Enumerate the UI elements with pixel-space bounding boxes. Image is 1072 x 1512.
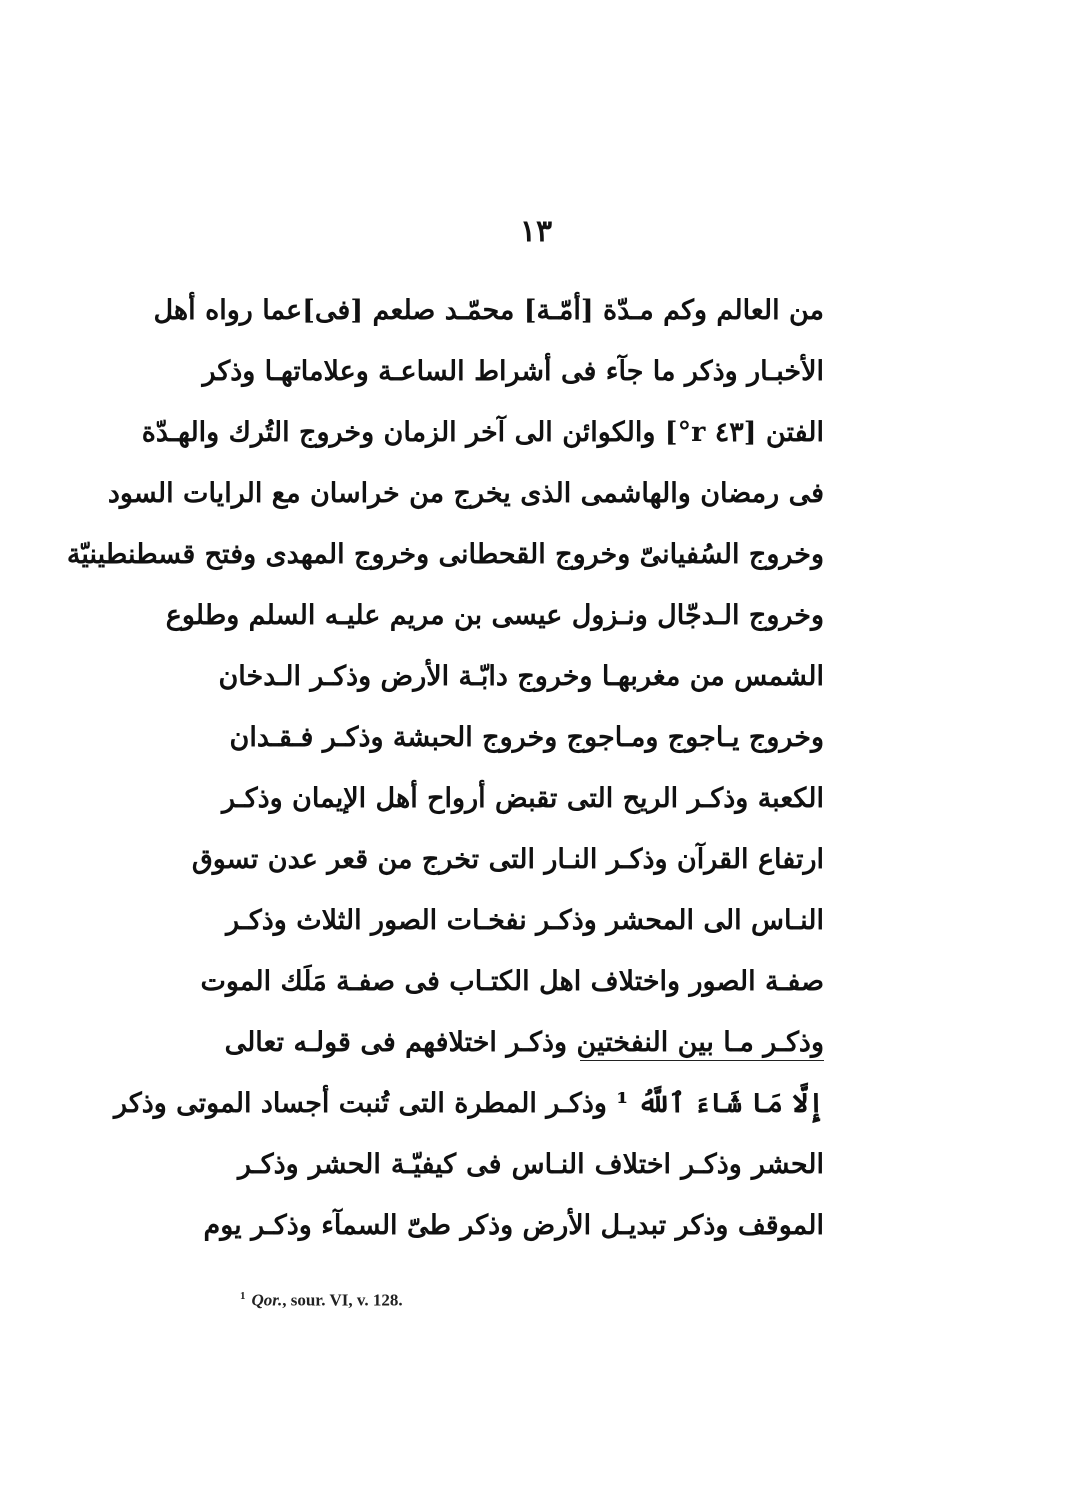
text-line: الحشر وذكـر اختلاف النـاس فى كيفيّـة الحشر وذكـر xyxy=(238,1149,824,1180)
text-line: ارتفاع القرآن وذكـر النـار التى تخرج من قعر عدن تسوق xyxy=(191,844,824,875)
text-line: وخروج الـدجّال ونـزول عيسى بن مريم عليـه السلم وطلوع xyxy=(165,600,824,631)
text-line: وخروج يـاجوج ومـاجوج وخروج الحبشة وذكـر فـقـدان xyxy=(229,722,824,753)
text-line: إِلَّا مَا شَاءَ ٱللَّهُ ¹ وذكـر المطرة التى تُنبت أجساد الموتى وذكر xyxy=(113,1088,824,1119)
text-line: الشمس من مغربهـا وخروج دابّـة الأرض وذكـر الـدخان xyxy=(218,661,824,692)
footnote xyxy=(240,1290,640,1311)
footnote-abbreviation: Qor. xyxy=(251,1290,283,1310)
text-line: وذكـر مـا بين النفختين وذكـر اختلافهم فى قولـه تعالى xyxy=(224,1027,824,1058)
text-line: الموقف وذكر تبديـل الأرض وذكر طىّ السمآء وذكـر يوم xyxy=(203,1210,824,1241)
footnote-text: , sour. VI, v. 128. xyxy=(282,1290,403,1310)
text-line: من العالم وكم مـدّة [أمّـة] محمّـد صلعم [فى]عما رواه أهل xyxy=(153,295,824,326)
text-line: صفـة الصور واختلاف اهل الكتـاب فى صفـة مَلَك الموت xyxy=(200,966,824,997)
footnote-marker: 1 xyxy=(240,1290,246,1302)
text-line: الأخبـار وذكر ما جآء فى أشراط الساعـة وعلاماتهـا وذكر xyxy=(202,356,824,387)
body-text xyxy=(66,280,824,1256)
text-line: وخروج السُفيانىّ وخروج القحطانى وخروج المهدى وفتح قسطنطينيّة xyxy=(66,539,824,570)
quotation-overline xyxy=(580,1060,824,1061)
text-line: فى رمضان والهاشمى الذى يخرج من خراسان مع الرايات السود xyxy=(107,478,824,509)
text-line: الكعبة وذكـر الريح التى تقبض أرواح أهل الإيمان وذكـر xyxy=(221,783,824,814)
page-number: ١٣ xyxy=(519,214,553,249)
text-line: الفتن [٤٣ r°] والكوائن الى آخر الزمان وخروج التُرك والهـدّة xyxy=(141,417,824,448)
text-line: النـاس الى المحشر وذكـر نفخـات الصور الثلاث وذكـر xyxy=(226,905,824,936)
